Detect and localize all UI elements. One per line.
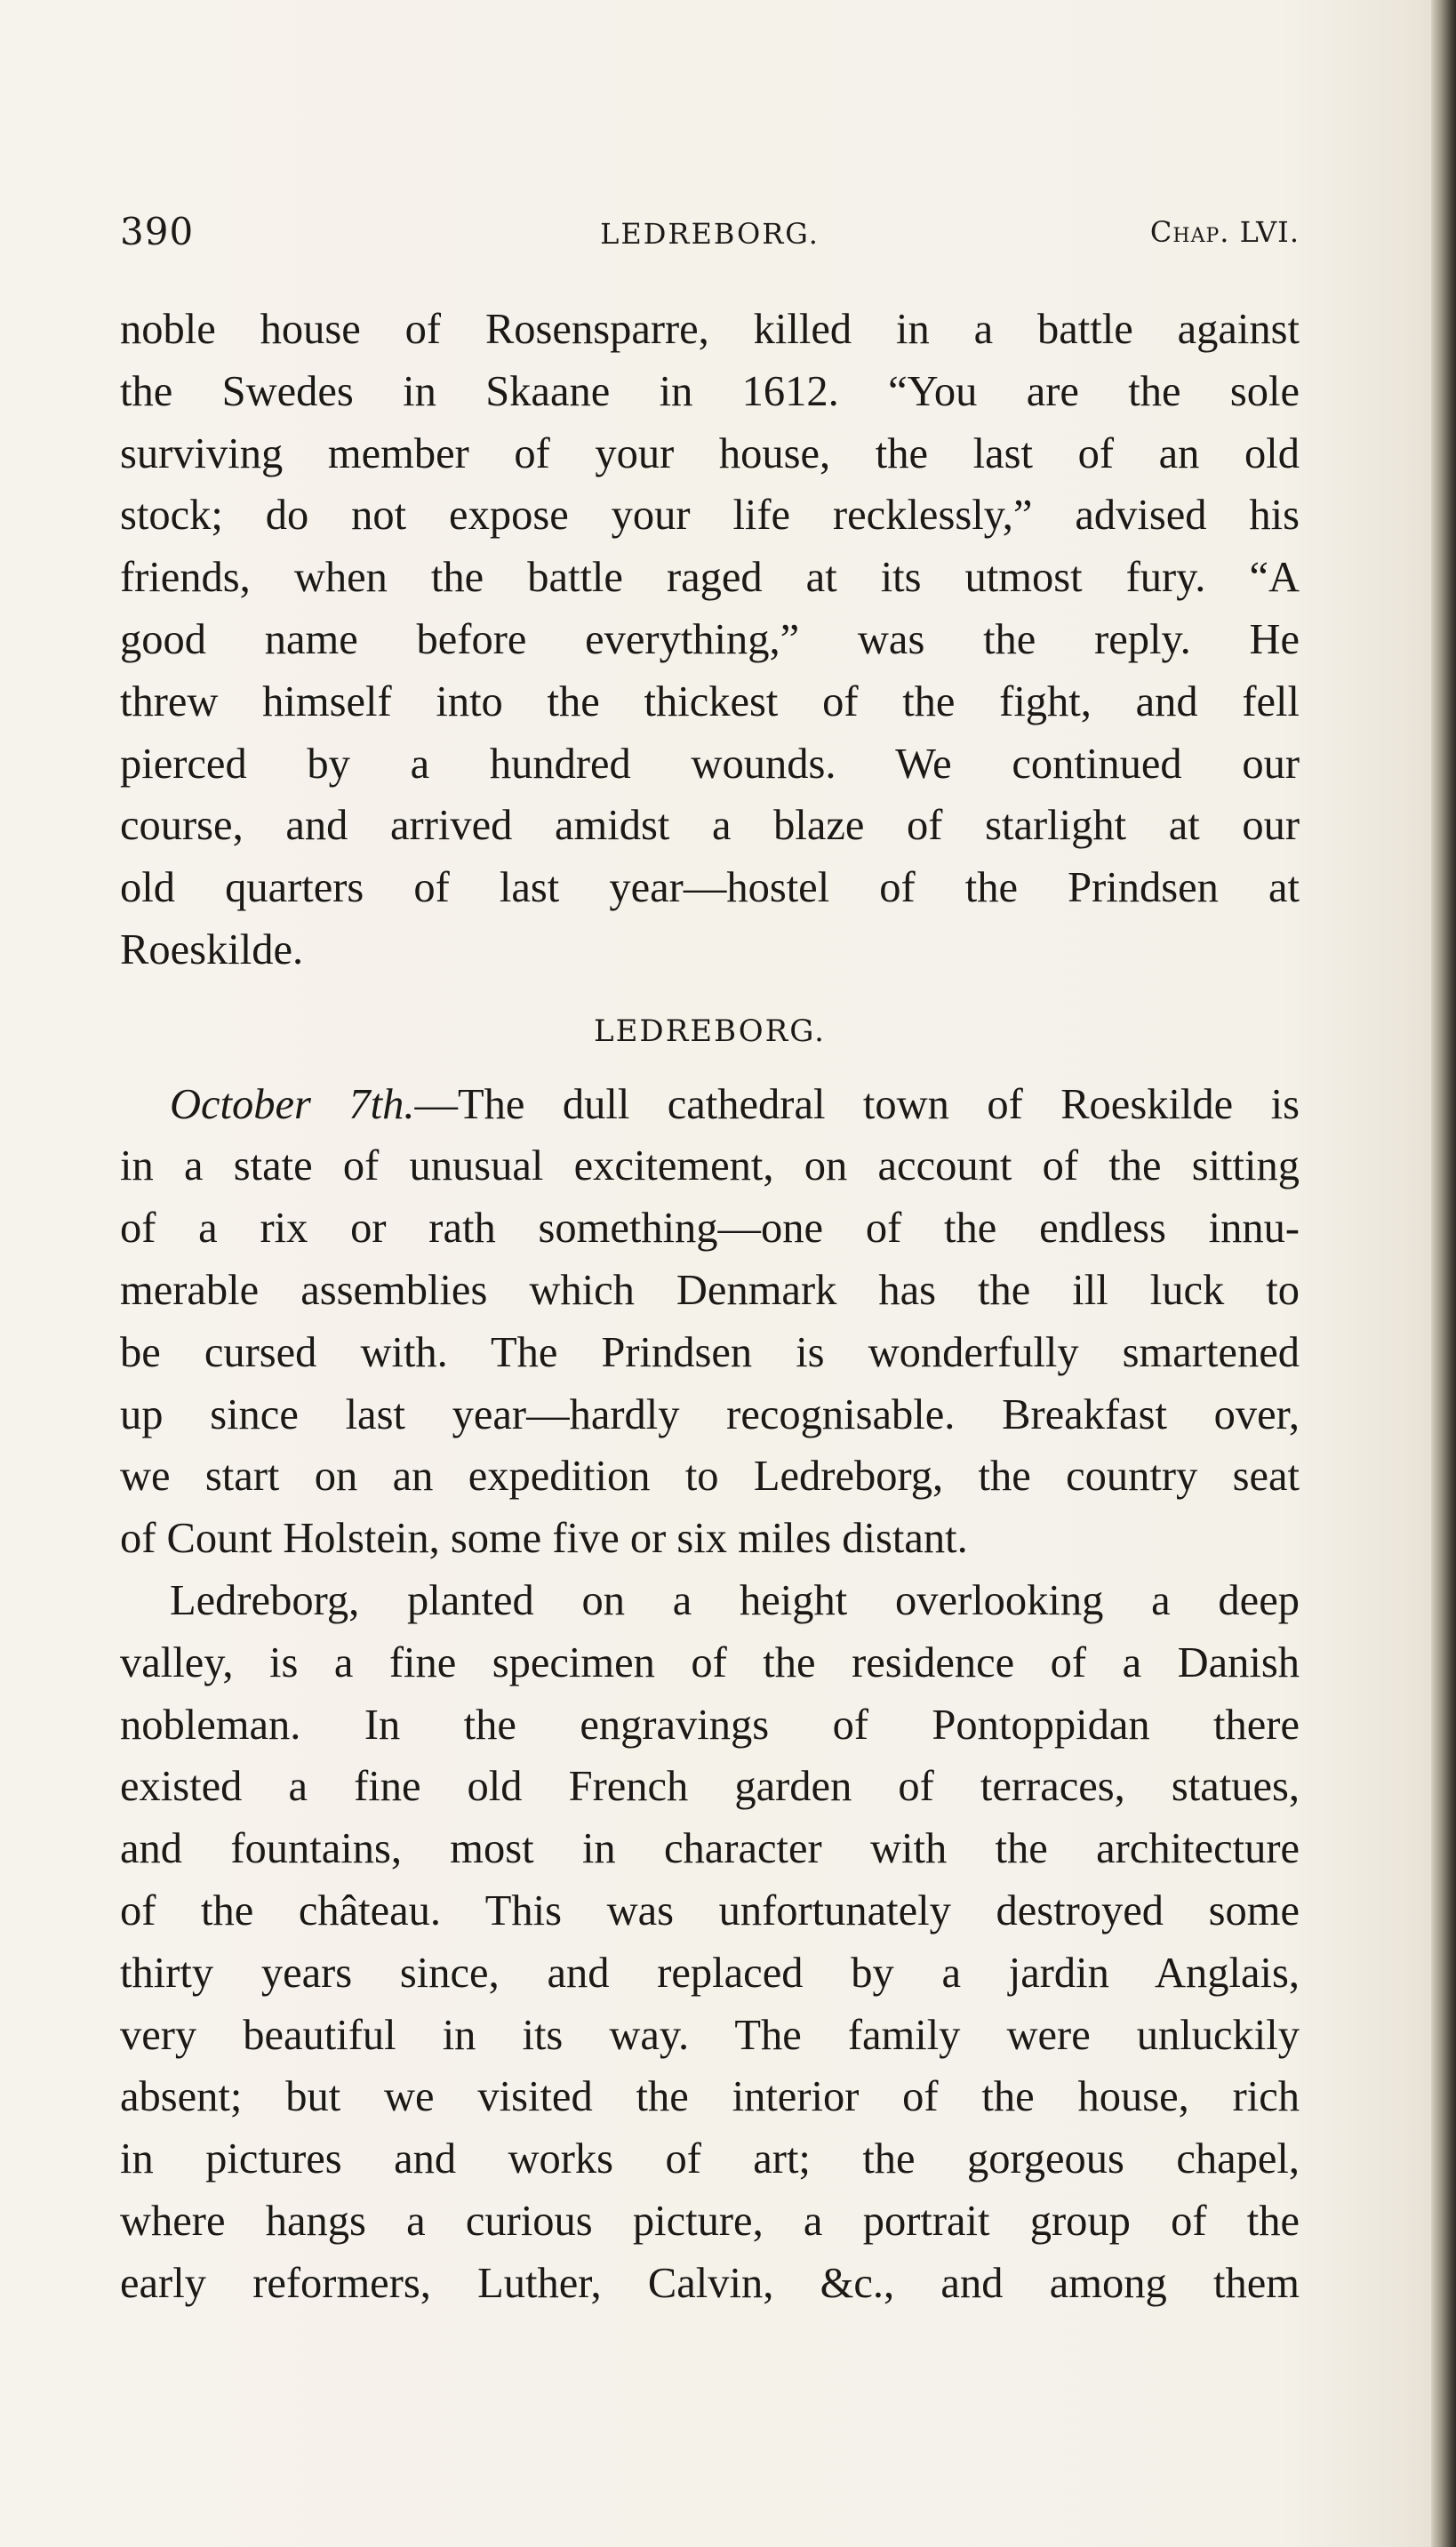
text-line: early reformers, Luther, Calvin, &c., and among them [120,2259,1300,2307]
text-line: course, and arrived amidst a blaze of starlight at our [120,802,1300,850]
text-line: stock; do not expose your life recklessly,” advised his [120,492,1300,540]
body-text [120,299,1300,2315]
text-line: the Swedes in Skaane in 1612. “You are the sole [120,367,1300,415]
page-number: 390 [120,210,195,253]
text-line: Roeskilde. [120,925,304,973]
paragraph-1 [120,299,1300,981]
running-title: LEDREBORG. [600,217,820,251]
date-label: October 7th. [170,1080,415,1128]
spacer [120,1059,1300,1074]
text-line: existed a fine old French garden of terraces, statues, [120,1763,1300,1811]
text-line: of Count Holstein, some five or six miles distant. [120,1515,968,1563]
text-line: of the château. This was unfortunately destroyed some [120,1886,1300,1934]
text-line: noble house of Rosensparre, killed in a battle against [120,306,1300,353]
paragraph-3 [120,1570,1300,2315]
paragraph-2 [120,1074,1300,1570]
text-line: surviving member of your house, the last of an old [120,429,1300,477]
text-line: pierced by a hundred wounds. We continued our [120,740,1300,788]
text-line: we start on an expedition to Ledreborg, the country seat [120,1453,1300,1501]
text-line: where hangs a curious picture, a portrait group of the [120,2197,1300,2245]
text-line: and fountains, most in character with the architecture [120,1825,1300,1873]
text-line: merable assemblies which Denmark has the ill luck to [120,1266,1300,1314]
text-line: absent; but we visited the interior of the house, rich [120,2073,1300,2121]
text-line: good name before everything,” was the reply. He [120,615,1300,663]
book-spine-shadow [1431,0,1456,2547]
text-line: valley, is a fine specimen of the residence of a Danish [120,1638,1300,1686]
spacer [120,981,1300,997]
text-line: thirty years since, and replaced by a jardin Anglais, [120,1949,1300,1997]
text-line: very beautiful in its way. The family were unluckily [120,2011,1300,2059]
text-line-rest: —The dull cathedral town of Roeskilde is [414,1080,1300,1128]
text-line: nobleman. In the engravings of Pontoppidan there [120,1701,1300,1749]
text-line: of a rix or rath something—one of the endless innu- [120,1205,1300,1253]
section-heading: LEDREBORG. [594,1013,826,1049]
text-line: old quarters of last year—hostel of the Prindsen at [120,864,1300,912]
text-line: in pictures and works of art; the gorgeous chapel, [120,2135,1300,2183]
text-line: friends, when the battle raged at its utmost fury. “A [120,554,1300,602]
text-line: threw himself into the thickest of the fight, and fell [120,677,1300,725]
running-header [120,206,1300,268]
text-line: up since last year—hardly recognisable. Breakfast over, [120,1390,1300,1438]
chapter-reference: Chap. LVI. [1149,215,1300,249]
text-line: in a state of unusual excitement, on account of the sitting [120,1142,1300,1190]
text-line [120,1074,1300,1136]
text-line: be cursed with. The Prindsen is wonderfully smartened [120,1328,1300,1376]
text-line: Ledreborg, planted on a height overlooking a deep [170,1576,1300,1624]
